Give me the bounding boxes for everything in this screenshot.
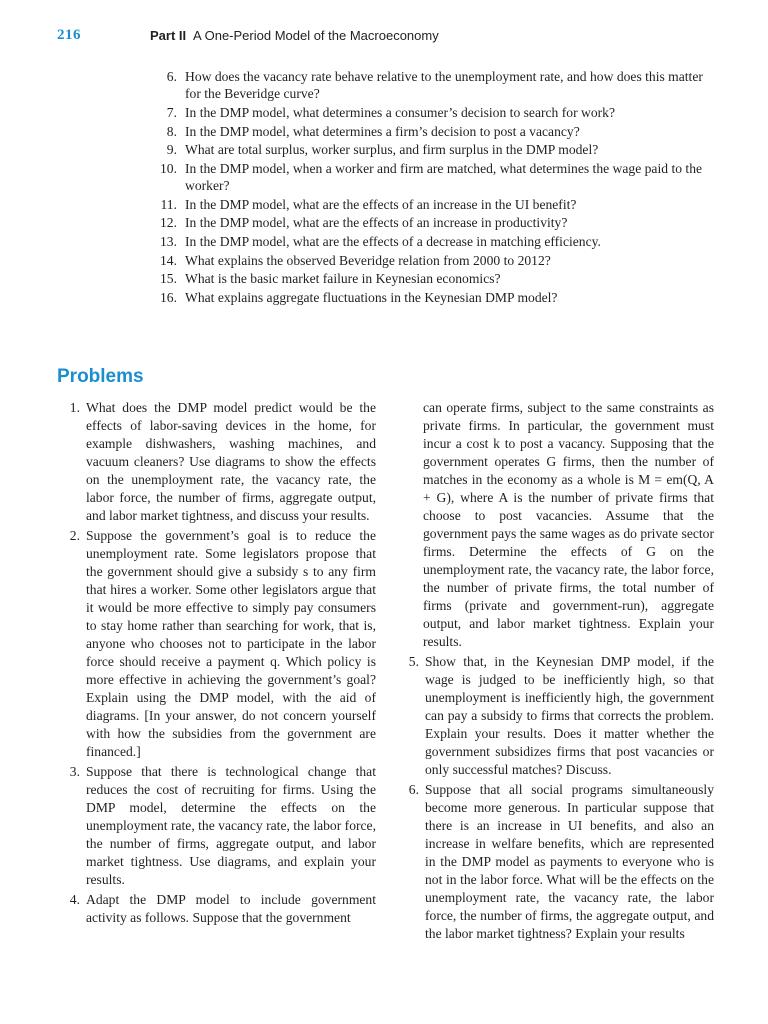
- review-question: 12 . In the DMP model, what are the effects of an increase in productivity?: [140, 214, 714, 231]
- review-question: 7 . In the DMP model, what determines a consumer’s decision to search for work?: [140, 104, 714, 121]
- problem-item: 3 . Suppose that there is technological change that reduces the cost of recruiting for firms. Using the DMP model, determine the effects on the unemployment rate, the vacancy rate, the labor force, the number of firms, aggregate output, and labor market tightness. Use diagrams, and explain your results.: [57, 763, 376, 889]
- review-question: 10 . In the DMP model, when a worker and firm are matched, what determines the wage paid to the worker?: [140, 160, 714, 195]
- problem-item: 4 . Adapt the DMP model to include government activity as follows. Suppose that the government: [57, 891, 376, 927]
- problem-item: 1 . What does the DMP model predict would be the effects of labor-saving devices in the home, for example dishwashers, washing machines, and vacuum cleaners? Use diagrams to show the effects on the unemployment rate, the vacancy rate, the labor force, the number of firms, aggregate output, and labor market tightness, and discuss your results.: [57, 399, 376, 525]
- problems-heading: Problems: [57, 366, 144, 387]
- page-header: [0, 27, 768, 49]
- page-number: 216: [57, 27, 81, 43]
- part-title: A One-Period Model of the Macroeconomy: [193, 28, 439, 43]
- problem-item: 2 . Suppose the government’s goal is to reduce the unemployment rate. Some legislators propose that the government should give a subsidy s to any firm that hires a worker. Some other legislators argue that it would be more effective to simply pay consumers to stay home rather than searching for work, that is, anyone who chooses not to participate in the labor force should receive a payment q. Which policy is more effective in achieving the government’s goal? Explain using the DMP model, with the aid of diagrams. [In your answer, do not concern yourself with how the subsidies from the government are financed.]: [57, 527, 376, 761]
- problem-continuation: can operate firms, subject to the same constraints as private firms. In particular, the government must incur a cost k to post a vacancy. Supposing that the government operates G firms, then the number of matches in the economy as a whole is M = em(Q, A + G), where A is the number of private firms that choose to post vacancies. Assume that the government pays the same wages as do private sector firms. Determine the effects of G on the unemployment rate, the vacancy rate, the labor force, the number of private firms, the total number of firms (private and government-run), aggregate output, and labor market tightness. Explain your results.: [423, 400, 714, 649]
- problems-right-column: [396, 399, 714, 945]
- review-question: 16 . What explains aggregate fluctuations in the Keynesian DMP model?: [140, 289, 714, 306]
- review-question: 14 . What explains the observed Beveridge relation from 2000 to 2012?: [140, 252, 714, 269]
- review-question: 6 . How does the vacancy rate behave relative to the unemployment rate, and how does this matter for the Beveridge curve?: [140, 68, 714, 103]
- review-questions-list: [140, 68, 714, 307]
- review-question: 11 . In the DMP model, what are the effects of an increase in the UI benefit?: [140, 196, 714, 213]
- review-question: 8 . In the DMP model, what determines a firm’s decision to post a vacancy?: [140, 123, 714, 140]
- running-head: [150, 28, 439, 43]
- review-question: 15 . What is the basic market failure in Keynesian economics?: [140, 270, 714, 287]
- review-question: 13 . In the DMP model, what are the effects of a decrease in matching efficiency.: [140, 233, 714, 250]
- problem-item: 5 . Show that, in the Keynesian DMP model, if the wage is judged to be inefficiently high, so that unemployment is inefficiently high, the government can pay a subsidy to firms that corrects the problem. Explain your results. Does it matter whether the government subsidizes firms that post vacancies or only successful matches? Discuss.: [396, 653, 714, 779]
- part-label: Part II: [150, 28, 187, 43]
- review-question: 9 . What are total surplus, worker surplus, and firm surplus in the DMP model?: [140, 141, 714, 158]
- problems-left-column: [57, 399, 376, 929]
- problem-item: 6 . Suppose that all social programs simultaneously become more generous. In particular suppose that there is an increase in UI benefits, and also an increase in welfare benefits, which are represented in the DMP model as payments to everyone who is not in the labor force. What will be the effects on the unemployment rate, the vacancy rate, the labor force, the number of firms, the aggregate output, and the labor market tightness? Explain your results: [396, 781, 714, 943]
